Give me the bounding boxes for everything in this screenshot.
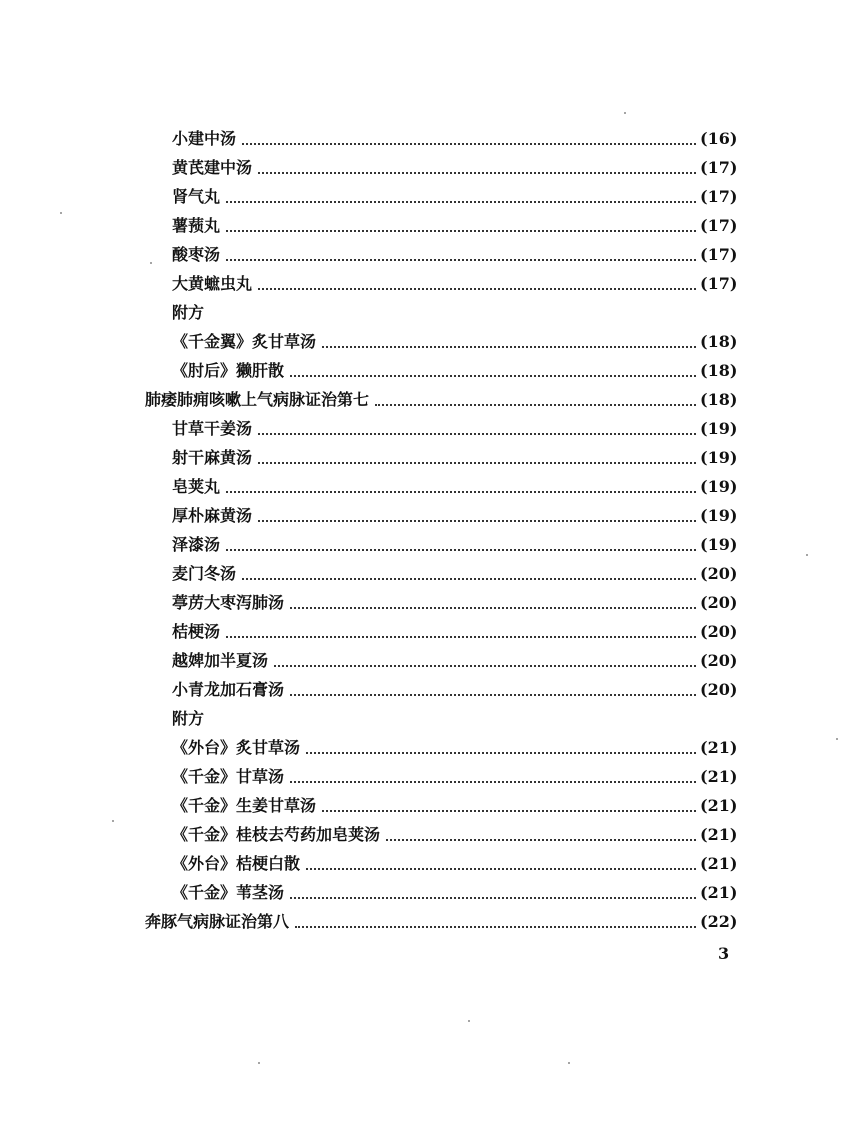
toc-entry-page: (18) bbox=[696, 327, 737, 356]
toc-entry-page: (21) bbox=[696, 849, 737, 878]
toc-entry-page: (16) bbox=[696, 124, 737, 153]
toc-entry-page: (21) bbox=[696, 762, 737, 791]
dot-leader bbox=[290, 346, 700, 377]
toc-entry-title: 桔梗汤 bbox=[172, 617, 226, 646]
toc-entry-title: 《肘后》獭肝散 bbox=[172, 356, 290, 385]
dot-leader bbox=[375, 375, 700, 406]
toc-entry-title: 大黄蟅虫丸 bbox=[172, 269, 258, 298]
toc-entry-title: 酸枣汤 bbox=[172, 240, 226, 269]
toc-entry-title: 皂荚丸 bbox=[172, 472, 226, 501]
scan-speck bbox=[112, 820, 114, 822]
toc-entry-title: 肾气丸 bbox=[172, 182, 226, 211]
toc-entry-page: (19) bbox=[696, 472, 737, 501]
toc-entry-page: (22) bbox=[696, 907, 737, 936]
toc-entry-page: (17) bbox=[696, 269, 737, 298]
toc-entry-title: 越婢加半夏汤 bbox=[172, 646, 274, 675]
toc-entry-title: 射干麻黄汤 bbox=[172, 443, 258, 472]
toc-entry-page: (17) bbox=[696, 182, 737, 211]
scan-speck bbox=[836, 738, 838, 740]
toc-entry-page: (21) bbox=[696, 820, 737, 849]
page-number: 3 bbox=[718, 944, 730, 963]
toc-entry-title: 麦门冬汤 bbox=[172, 559, 242, 588]
toc-entry-title: 附方 bbox=[172, 704, 210, 733]
dot-leader bbox=[258, 143, 700, 174]
toc-entry-title: 薯蓣丸 bbox=[172, 211, 226, 240]
dot-leader bbox=[290, 665, 700, 696]
toc-entry-page: (17) bbox=[696, 153, 737, 182]
toc-entry-title: 肺痿肺痈咳嗽上气病脉证治第七 bbox=[145, 385, 375, 414]
toc-entry-title: 《外台》桔梗白散 bbox=[172, 849, 306, 878]
toc-entry-page: (17) bbox=[696, 240, 737, 269]
dot-leader bbox=[242, 549, 700, 580]
dot-leader bbox=[226, 607, 700, 638]
toc-entry-page: (20) bbox=[696, 646, 737, 675]
toc-entry-page: (19) bbox=[696, 501, 737, 530]
toc-entry-page: (19) bbox=[696, 443, 737, 472]
toc-entry-page: (17) bbox=[696, 211, 737, 240]
toc-entry-page: (20) bbox=[696, 588, 737, 617]
toc-entry-title: 《千金》苇茎汤 bbox=[172, 878, 290, 907]
dot-leader bbox=[290, 578, 700, 609]
dot-leader bbox=[242, 114, 700, 145]
toc-entry-page: (21) bbox=[696, 878, 737, 907]
scan-speck bbox=[258, 1062, 260, 1064]
toc-entry-title: 黄芪建中汤 bbox=[172, 153, 258, 182]
dot-leader bbox=[322, 317, 700, 348]
dot-leader bbox=[386, 810, 700, 841]
toc-entry-title: 葶苈大枣泻肺汤 bbox=[172, 588, 290, 617]
toc-chapter-row bbox=[0, 907, 866, 936]
toc-entry-title: 甘草干姜汤 bbox=[172, 414, 258, 443]
toc-entry-title: 《千金》桂枝去芍药加皂荚汤 bbox=[172, 820, 386, 849]
dot-leader bbox=[290, 868, 700, 899]
toc-entry-row bbox=[0, 269, 866, 298]
toc-entry-title: 小建中汤 bbox=[172, 124, 242, 153]
toc-entry-title: 奔豚气病脉证治第八 bbox=[145, 907, 295, 936]
dot-leader bbox=[226, 462, 700, 493]
dot-leader bbox=[274, 636, 700, 667]
dot-leader bbox=[290, 752, 700, 783]
toc-entry-page: (21) bbox=[696, 733, 737, 762]
dot-leader bbox=[226, 520, 700, 551]
dot-leader bbox=[226, 230, 700, 261]
toc-entry-page: (19) bbox=[696, 414, 737, 443]
toc-entry-title: 《千金》生姜甘草汤 bbox=[172, 791, 322, 820]
toc-entry-title: 《外台》炙甘草汤 bbox=[172, 733, 306, 762]
dot-leader bbox=[295, 897, 700, 928]
table-of-contents bbox=[0, 124, 866, 936]
dot-leader bbox=[258, 433, 700, 464]
scan-speck bbox=[60, 212, 62, 214]
toc-entry-title: 《千金翼》炙甘草汤 bbox=[172, 327, 322, 356]
toc-entry-page: (20) bbox=[696, 617, 737, 646]
toc-entry-page: (18) bbox=[696, 356, 737, 385]
toc-entry-title: 《千金》甘草汤 bbox=[172, 762, 290, 791]
dot-leader bbox=[226, 201, 700, 232]
toc-entry-title: 小青龙加石膏汤 bbox=[172, 675, 290, 704]
dot-leader bbox=[306, 723, 700, 754]
toc-entry-page: (21) bbox=[696, 791, 737, 820]
toc-entry-title: 泽漆汤 bbox=[172, 530, 226, 559]
toc-entry-page: (18) bbox=[696, 385, 737, 414]
toc-entry-title: 厚朴麻黄汤 bbox=[172, 501, 258, 530]
toc-entry-title: 附方 bbox=[172, 298, 210, 327]
dot-leader bbox=[226, 172, 700, 203]
toc-entry-page: (19) bbox=[696, 530, 737, 559]
dot-leader bbox=[258, 491, 700, 522]
toc-entry-page: (20) bbox=[696, 559, 737, 588]
dot-leader bbox=[258, 259, 700, 290]
scan-speck bbox=[568, 1062, 570, 1064]
scan-speck bbox=[468, 1020, 470, 1022]
dot-leader bbox=[322, 781, 700, 812]
toc-entry-row bbox=[0, 675, 866, 704]
scan-speck bbox=[806, 554, 808, 556]
toc-entry-page: (20) bbox=[696, 675, 737, 704]
scan-speck bbox=[150, 262, 152, 264]
